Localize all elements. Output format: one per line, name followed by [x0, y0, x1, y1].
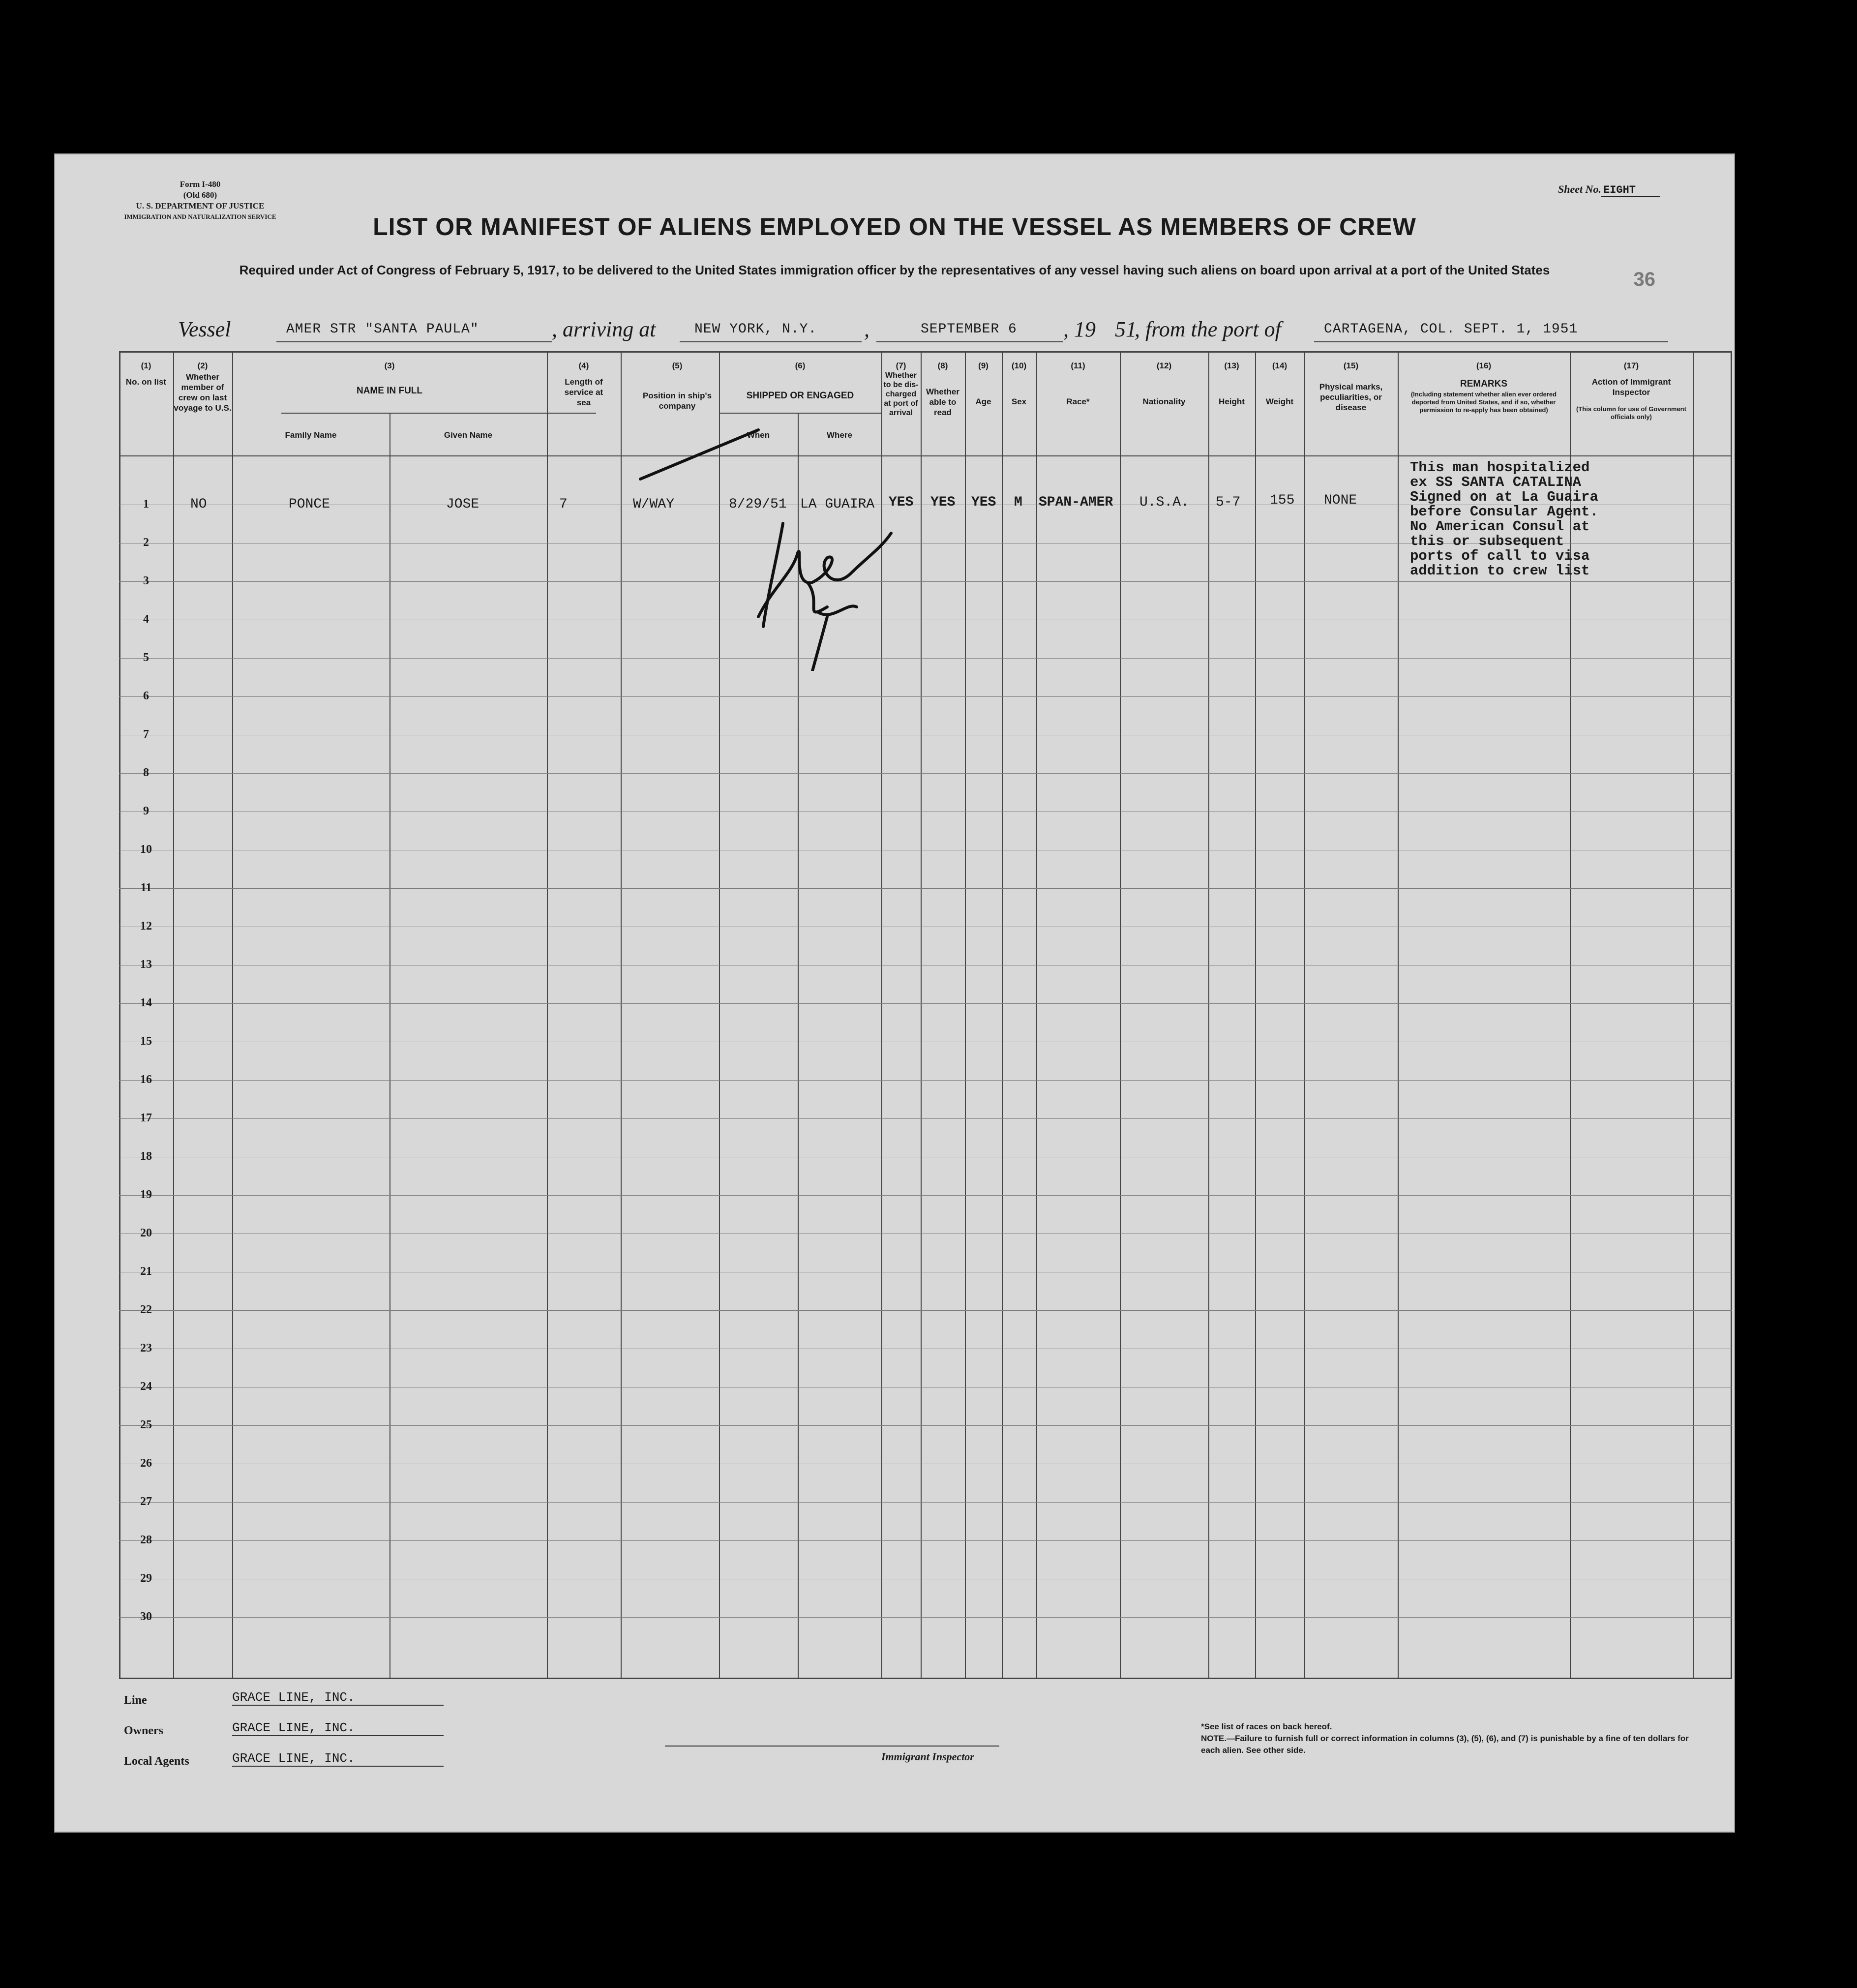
row-line	[119, 1310, 1732, 1311]
table-left-border	[119, 351, 120, 1679]
row-number: 29	[140, 1572, 152, 1585]
family-name-cell: PONCE	[289, 497, 330, 512]
column-divider	[173, 351, 174, 1679]
local-agents-label: Local Agents	[124, 1755, 189, 1768]
col-16-note: (Including statement whether alien ever ordered deported from United States, and if so, whether permission to re-apply has been obtained)	[1410, 391, 1557, 414]
from-label: , from the port of	[1135, 317, 1281, 341]
owners-value: GRACE LINE, INC.	[232, 1720, 444, 1736]
col-11-header: Race*	[1066, 397, 1090, 406]
remarks-cell: This man hospitalized ex SS SANTA CATALINA Signed on at La Guaira before Consular Agent. No American Consul at this or subsequent ports of call to visa addition to crew list	[1410, 459, 1598, 579]
header-divider	[119, 455, 1732, 456]
column-divider	[621, 351, 622, 1679]
row-number: 13	[140, 958, 152, 971]
form-number: Form I-480	[180, 180, 221, 189]
departure-underline	[1314, 341, 1668, 342]
discharged-cell: YES	[889, 495, 914, 510]
row-line	[119, 1080, 1732, 1081]
inspector-signature-line	[665, 1746, 999, 1747]
document-subtitle: Required under Act of Congress of February 5, 1917, to be delivered to the United States immigration officer by the representatives of any vessel having such aliens on board upon arrival at a port of the United States	[239, 263, 1550, 277]
row-line	[119, 1617, 1732, 1618]
col-14-number: (14)	[1272, 361, 1288, 370]
length-service-cell: 7	[559, 497, 568, 512]
document-title: LIST OR MANIFEST OF ALIENS EMPLOYED ON THE VESSEL AS MEMBERS OF CREW	[373, 213, 1416, 241]
row-number: 30	[140, 1610, 152, 1623]
col-17-number: (17)	[1623, 361, 1639, 370]
form-old-number: (Old 680)	[183, 190, 217, 200]
col-7-number: (7)	[896, 361, 906, 370]
arriving-underline	[680, 341, 862, 342]
vessel-line	[178, 317, 1675, 346]
position-cell: W/WAY	[633, 497, 675, 512]
arrival-date: SEPTEMBER 6	[921, 322, 1017, 337]
col-2-number: (2)	[197, 361, 208, 370]
row-line	[119, 888, 1732, 889]
date-underline	[876, 341, 1063, 342]
vessel-label: Vessel	[178, 317, 231, 341]
col-8-header: Whether able to read	[926, 387, 959, 417]
table-right-border	[1731, 351, 1732, 1679]
col-6-header: SHIPPED OR ENGAGED	[746, 391, 854, 401]
col-13-header: Height	[1219, 397, 1245, 406]
col-11-number: (11)	[1071, 361, 1085, 370]
line-label: Line	[124, 1694, 147, 1707]
pen-stroke-mark	[635, 425, 763, 484]
local-agents-value: GRACE LINE, INC.	[232, 1751, 444, 1767]
row-number: 11	[140, 881, 152, 894]
column-divider	[719, 351, 720, 1679]
col-10-number: (10)	[1011, 361, 1027, 370]
row-number: 18	[140, 1150, 152, 1163]
col-17-note: (This column for use of Government officials only)	[1576, 405, 1686, 421]
row-number: 8	[143, 766, 149, 779]
row-number: 7	[143, 728, 149, 741]
page-number: 36	[1633, 269, 1655, 290]
column-divider	[965, 351, 966, 1679]
row-line	[119, 773, 1732, 774]
name-subheader-line	[281, 413, 596, 414]
sheet-number	[1558, 183, 1660, 196]
col-9-header: Age	[975, 397, 991, 406]
inspector-label: Immigrant Inspector	[881, 1750, 974, 1763]
row-line	[119, 1003, 1732, 1004]
row-line	[119, 1195, 1732, 1196]
row-number: 28	[140, 1534, 152, 1546]
column-divider	[1304, 351, 1305, 1679]
col-15-header: Physical marks, peculiarities, or disease	[1319, 382, 1383, 412]
col-9-number: (9)	[978, 361, 988, 370]
row-number: 27	[140, 1495, 152, 1508]
col-5-number: (5)	[672, 361, 683, 370]
column-divider	[1208, 351, 1209, 1679]
col-17-header: Action of Immigrant Inspector	[1591, 377, 1671, 397]
column-divider	[1255, 351, 1256, 1679]
row-number: 4	[143, 613, 149, 626]
line-value: GRACE LINE, INC.	[232, 1690, 444, 1706]
row-number: 10	[140, 843, 152, 856]
row-number: 16	[140, 1073, 152, 1086]
row-line	[119, 1502, 1732, 1503]
sheet-number-value: EIGHT	[1601, 184, 1660, 197]
row-number: 14	[140, 996, 152, 1009]
col-1-number: (1)	[141, 361, 151, 370]
footer-notes	[1201, 1721, 1693, 1756]
row-number: 21	[140, 1265, 152, 1278]
row-number: 19	[140, 1188, 152, 1201]
col-12-number: (12)	[1156, 361, 1172, 370]
col-3-number: (3)	[384, 361, 395, 370]
row-line	[119, 696, 1732, 697]
row-line	[119, 1425, 1732, 1426]
given-name-header: Given Name	[444, 430, 493, 440]
race-cell: SPAN-AMER	[1039, 495, 1113, 510]
col-5-header: Position in ship's company	[642, 391, 712, 411]
comma: ,	[864, 317, 869, 341]
manifest-sheet	[54, 153, 1735, 1833]
family-name-header: Family Name	[285, 430, 337, 440]
column-divider	[389, 413, 390, 1679]
column-divider	[1002, 351, 1003, 1679]
row-number: 3	[143, 574, 149, 587]
row-number: 2	[143, 536, 149, 549]
sheet-number-label: Sheet No.	[1557, 183, 1601, 195]
row-line	[119, 1118, 1732, 1119]
service-name: IMMIGRATION AND NATURALIZATION SERVICE	[124, 213, 276, 220]
owners-label: Owners	[124, 1724, 163, 1737]
col-16-header: REMARKS	[1460, 379, 1508, 389]
arriving-port: NEW YORK, N.Y.	[694, 322, 817, 337]
row-number: 5	[143, 651, 149, 664]
handwritten-signature	[753, 513, 930, 671]
vessel-underline	[276, 341, 552, 342]
year-value: 51	[1115, 317, 1137, 341]
col-14-header: Weight	[1265, 397, 1294, 406]
row-number: 26	[140, 1457, 152, 1470]
department-name: U. S. DEPARTMENT OF JUSTICE	[136, 201, 265, 211]
col-1-header: No. on list	[125, 377, 167, 387]
read-cell: YES	[930, 495, 956, 510]
nationality-cell: U.S.A.	[1139, 495, 1189, 510]
col-3-header: NAME IN FULL	[356, 386, 423, 396]
row-number: 12	[140, 920, 152, 933]
column-divider	[232, 351, 233, 1679]
column-divider	[1120, 351, 1121, 1679]
row-number: 6	[143, 690, 149, 702]
col-12-header: Nationality	[1142, 397, 1186, 406]
col-10-header: Sex	[1011, 397, 1027, 406]
row-number: 1	[143, 498, 149, 511]
races-note: *See list of races on back hereof.	[1201, 1722, 1332, 1731]
col-7-header: Whether to be dis-charged at port of arrival	[883, 371, 919, 417]
col-8-number: (8)	[937, 361, 948, 370]
shipped-where-cell: LA GUAIRA	[800, 497, 875, 512]
table-bottom-border	[119, 1678, 1732, 1679]
height-cell: 5-7	[1216, 495, 1241, 510]
year-prefix: , 19	[1063, 317, 1096, 341]
row-number: 22	[140, 1303, 152, 1316]
col-4-header: Length of service at sea	[564, 377, 603, 407]
shipped-subheader-line	[719, 413, 881, 414]
table-top-border	[119, 351, 1732, 353]
col-15-number: (15)	[1343, 361, 1359, 370]
given-name-cell: JOSE	[446, 497, 479, 512]
column-divider	[1398, 351, 1399, 1679]
column-divider	[547, 351, 548, 1679]
penalty-note: NOTE.—Failure to furnish full or correct information in columns (3), (5), (6), and (7) is punishable by a fine of ten dollars for each alien. See other side.	[1201, 1734, 1689, 1755]
row-line	[119, 1540, 1732, 1541]
row-number: 24	[140, 1380, 152, 1393]
age-cell: YES	[971, 495, 996, 510]
col-4-number: (4)	[578, 361, 589, 370]
last-voyage-cell: NO	[190, 497, 207, 512]
row-number: 17	[140, 1112, 152, 1124]
row-number: 15	[140, 1035, 152, 1048]
column-divider	[1693, 351, 1694, 1679]
arriving-label: , arriving at	[552, 317, 656, 341]
column-divider	[1036, 351, 1037, 1679]
row-number: 23	[140, 1342, 152, 1355]
when-header: When	[747, 430, 770, 440]
sex-cell: M	[1014, 495, 1022, 510]
where-header: Where	[827, 430, 852, 440]
shipped-when-cell: 8/29/51	[729, 497, 787, 512]
col-6-number: (6)	[795, 361, 806, 370]
weight-cell: 155	[1270, 493, 1295, 508]
vessel-name: AMER STR "SANTA PAULA"	[286, 322, 479, 337]
col-16-number: (16)	[1476, 361, 1492, 370]
col-13-number: (13)	[1224, 361, 1239, 370]
departure-port: CARTAGENA, COL. SEPT. 1, 1951	[1324, 322, 1578, 337]
row-number: 20	[140, 1227, 152, 1239]
row-number: 9	[143, 805, 149, 817]
col-2-header: Whether member of crew on last voyage to U.S.	[174, 372, 232, 413]
physical-marks-cell: NONE	[1324, 493, 1357, 508]
row-number: 25	[140, 1418, 152, 1431]
